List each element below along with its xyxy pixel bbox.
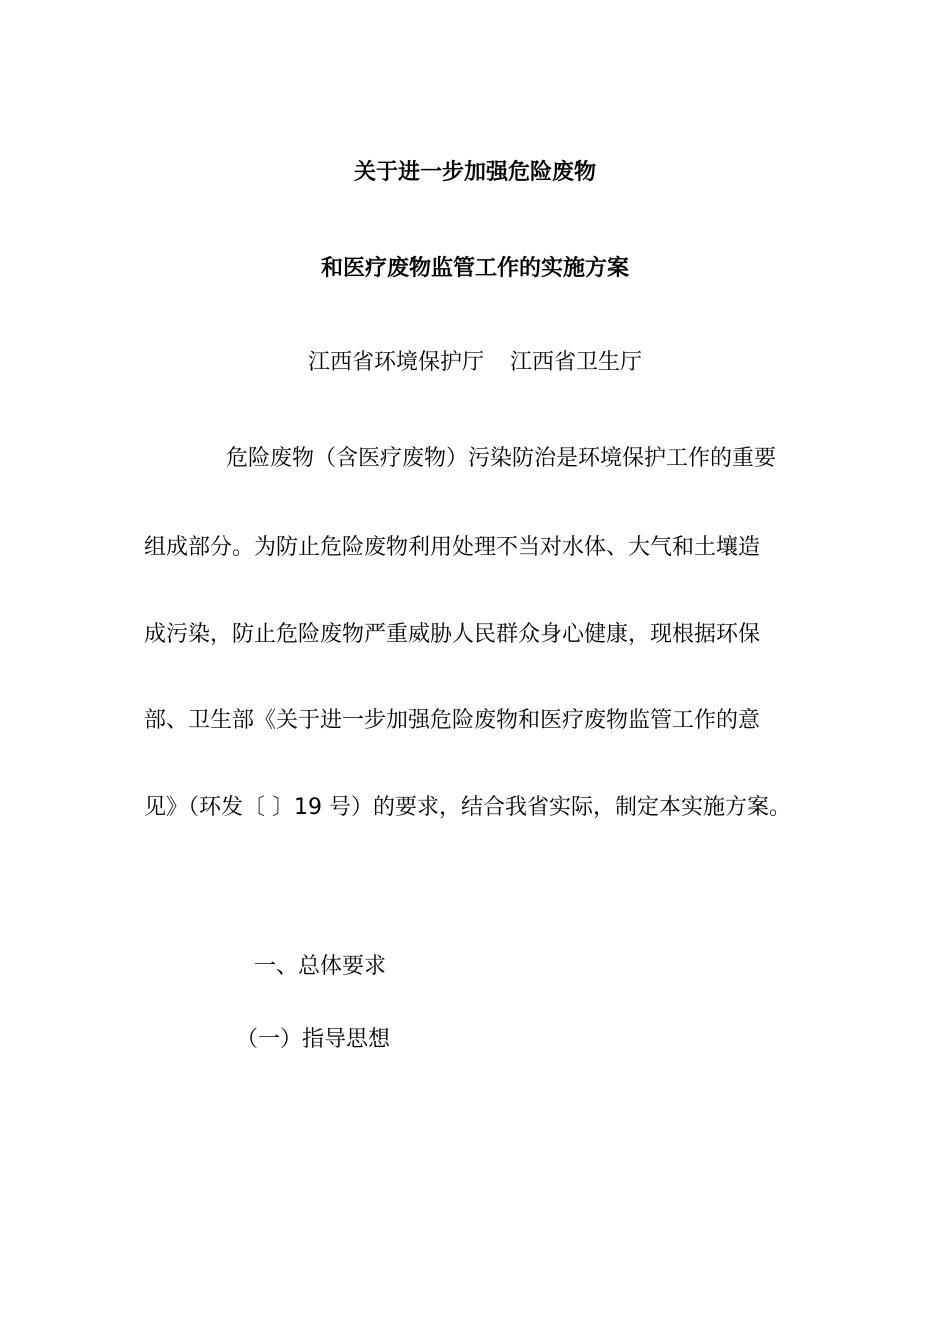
author-health: 江西省卫生厅 (510, 350, 643, 375)
subsection-heading: （一）指导思想 (236, 1027, 391, 1052)
paragraph-line-1: 危险废物（含医疗废物）污染防治是环境保护工作的重要 (226, 446, 777, 471)
issuing-authorities (0, 348, 950, 378)
paragraph-line-4: 部、卫生部《关于进一步加强危险废物和医疗废物监管工作的意 (144, 708, 761, 733)
author-environmental-protection: 江西省环境保护厅 (307, 350, 484, 375)
paragraph-line-2: 组成部分。为防止危险废物利用处理不当对水体、大气和土壤造 (144, 535, 761, 560)
section-heading: 一、总体要求 (254, 954, 387, 979)
document-title-line-1: 关于进一步加强危险废物 (353, 160, 596, 185)
document-title-line-2: 和医疗废物监管工作的实施方案 (320, 256, 629, 281)
paragraph-line-5: 见》（环发〔 〕19 号）的要求，结合我省实际，制定本实施方案。 (144, 795, 791, 820)
paragraph-line-3: 成污染，防止危险废物严重威胁人民群众身心健康，现根据环保 (144, 622, 761, 647)
